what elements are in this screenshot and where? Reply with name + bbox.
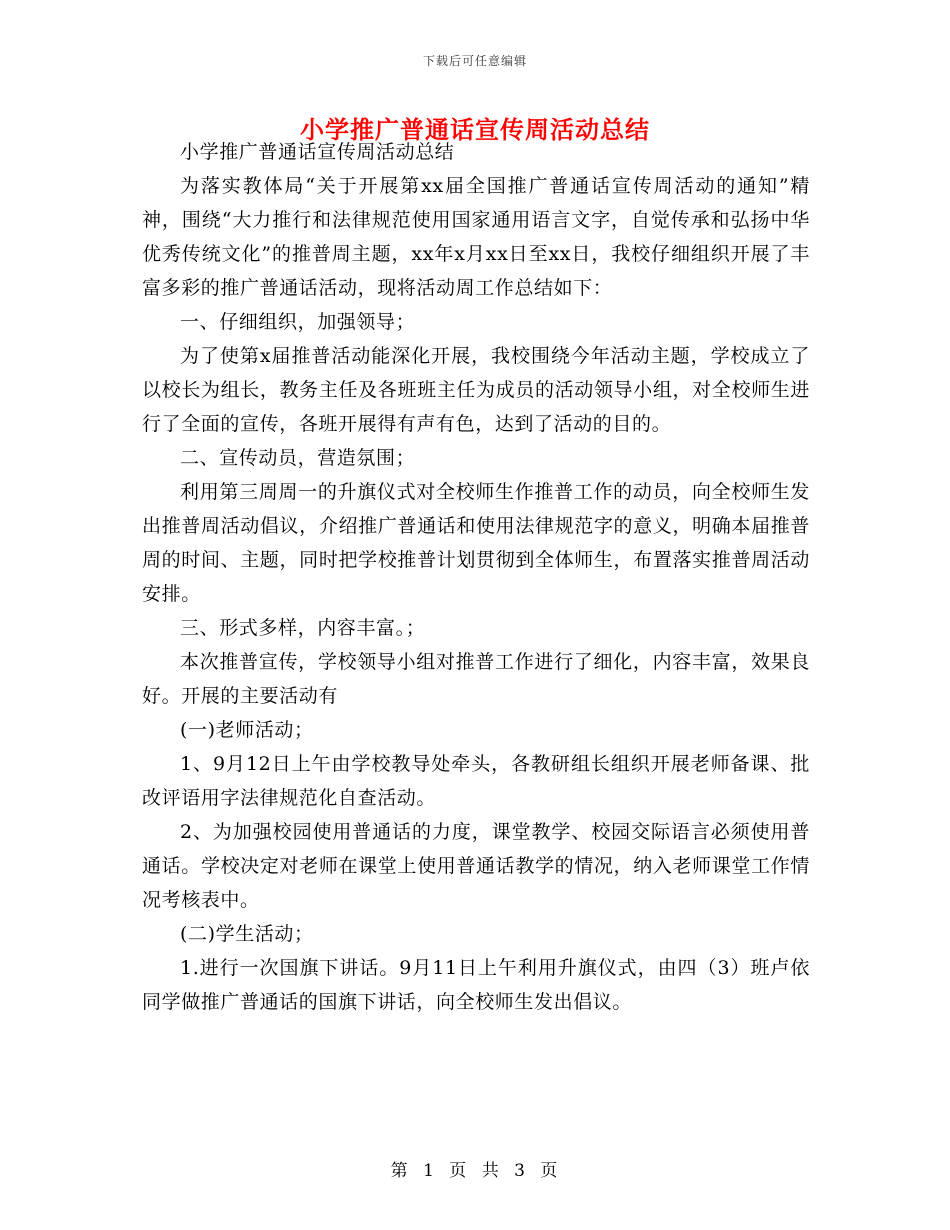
document-body <box>142 135 810 1019</box>
section-heading-1: 一、仔细组织，加强领导； <box>180 311 416 333</box>
document-title: 小学推广普通话宣传周活动总结 <box>300 115 650 144</box>
paragraph-section-3: 本次推普宣传，学校领导小组对推普工作进行了细化，内容丰富，效果良好。开展的主要活动有 <box>142 651 810 707</box>
subsection-heading-teachers: (一)老师活动； <box>180 719 314 741</box>
paragraph-subtitle: 小学推广普通话宣传周活动总结 <box>180 141 455 163</box>
section-heading-2: 二、宣传动员，营造氛围； <box>180 447 416 469</box>
list-item-student-1: 1.进行一次国旗下讲话。9月11日上午利用升旗仪式，由四（3）班卢依同学做推广普通话的国旗下讲话，向全校师生发出倡议。 <box>142 957 810 1013</box>
list-item-teacher-1: 1、9月12日上午由学校教导处牵头，各教研组长组织开展老师备课、批改评语用字法律规范化自查活动。 <box>142 753 810 809</box>
page-header-note: 下载后可任意编辑 <box>422 54 527 68</box>
paragraph-intro: 为落实教体局“关于开展第xx届全国推广普通话宣传周活动的通知”精神，围绕“大力推行和法律规范使用国家通用语言文字，自觉传承和弘扬中华优秀传统文化”的推普周主题，xx年x月xx日至xx日，我校仔细组织开展了丰富多彩的推广普通话活动，现将活动周工作总结如下： <box>142 175 810 299</box>
subsection-heading-students: (二)学生活动； <box>180 923 314 945</box>
list-item-teacher-2: 2、为加强校园使用普通话的力度，课堂教学、校园交际语言必须使用普通话。学校决定对老师在课堂上使用普通话教学的情况，纳入老师课堂工作情况考核表中。 <box>142 821 810 911</box>
section-heading-3: 三、形式多样，内容丰富。； <box>180 617 426 639</box>
paragraph-section-2: 利用第三周周一的升旗仪式对全校师生作推普工作的动员，向全校师生发出推普周活动倡议，介绍推广普通话和使用法律规范字的意义，明确本届推普周的时间、主题，同时把学校推普计划贯彻到全体师生，布置落实推普周活动安排。 <box>142 481 810 605</box>
page-number-footer: 第 1 页 共 3 页 <box>390 1161 560 1181</box>
paragraph-section-1: 为了使第x届推普活动能深化开展，我校围绕今年活动主题，学校成立了以校长为组长，教务主任及各班班主任为成员的活动领导小组，对全校师生进行了全面的宣传，各班开展得有声有色，达到了活动的目的。 <box>142 345 810 435</box>
